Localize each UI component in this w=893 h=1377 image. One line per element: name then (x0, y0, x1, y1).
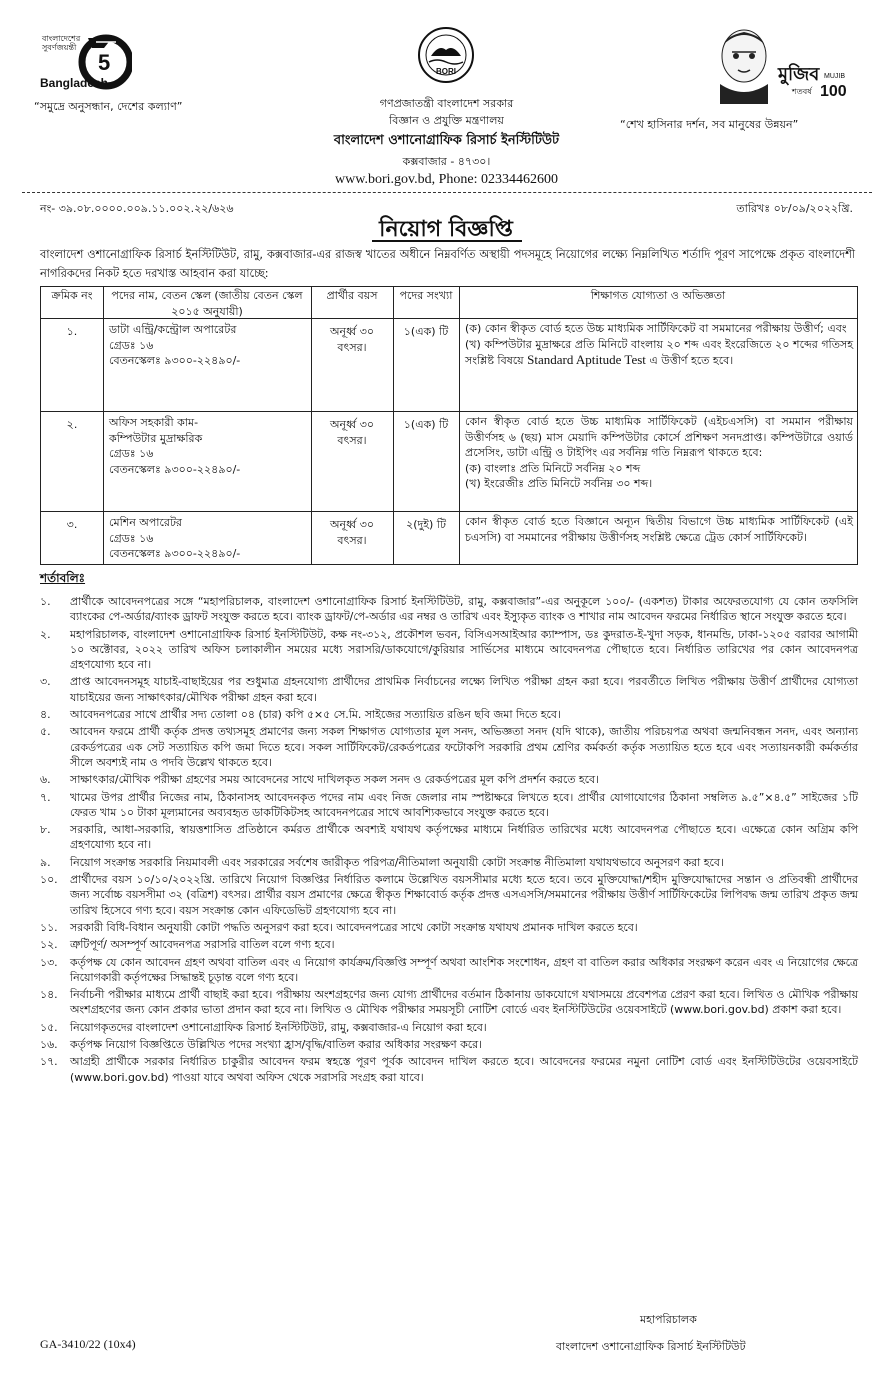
circular-date: তারিখঃ ০৮/০৯/২০২২খ্রি. (736, 202, 853, 215)
header-divider (22, 192, 872, 193)
row2-count: ১(এক) টি (403, 418, 449, 431)
left-slogan: “সমুদ্রে অনুসন্ধান, দেশের কল্যাণ” (34, 100, 183, 113)
intro-paragraph: বাংলাদেশ ওশানোগ্রাফিক রিসার্চ ইনস্টিটিউট, রামু, কক্সবাজার-এর রাজস্ব খাতের অধীনে নিম্নবর্ণিত অস্থায়ী পদসমূহে নিয়োগের লক্ষ্যে নিম্নলিখিত শর্তাদি পূরণ সাপেক্ষে প্রকৃত বাংলাদেশী নাগরিকদের নিকট হতে দরখাস্ত আহবান করা যাচ্ছে: (40, 248, 855, 280)
logo-small-text: বাংলাদেশের সুবর্ণজয়ন্তী (42, 34, 81, 52)
condition-item: ১৬. কর্তৃপক্ষ নিয়োগ বিজ্ঞপ্তিতে উল্লিখিত পদের সংখ্যা হ্রাস/বৃদ্ধি/বাতিল করার অধিকার সংরক্ষণ করে। (40, 1038, 482, 1052)
header-count: পদের সংখ্যা (399, 289, 453, 302)
govt-line: গণপ্রজাতন্ত্রী বাংলাদেশ সরকার (379, 97, 514, 110)
row3-post: মেশিন অপারেটর গ্রেডঃ ১৬ বেতনস্কেলঃ ৯৩০০-২২৪৯০/- (109, 516, 241, 560)
row1-age: অনূর্ধ্ব ৩০ বৎসর। (329, 325, 375, 354)
condition-item: ৮. সরকারি, আধা-সরকারি, স্বায়ত্তশাসিত প্রতিষ্ঠানে কর্মরত প্রার্থীকে অবশ্যই যথাযথ কর্তৃপক্ষের মাধ্যমে নির্ধারিত তারিখের মধ্যে আবেদনপত্র পৌছাতে হবে। এক্ষেত্রে কোন অগ্রিম কপি গ্রহণযোগ্য হবে না। (40, 823, 858, 852)
row1-count: ১(এক) টি (403, 325, 449, 338)
svg-text:5: 5 (98, 50, 111, 75)
bori-logo-icon (417, 26, 475, 84)
condition-item: ৪. আবেদনপত্রের সাথে প্রার্থীর সদ্য তোলা ০৪ (চার) কপি ৫×৫ সে.মি. সাইজের সত্যায়িত রঙিন ছবি জমা দিতে হবে। (40, 708, 561, 722)
ministry-line: বিজ্ঞান ও প্রযুক্তি মন্ত্রণালয় (389, 114, 504, 127)
header-age: প্রার্থীর বয়স (326, 289, 378, 302)
logo-bangladesh-word: Bangladesh (40, 76, 109, 90)
row2-serial: ২. (66, 418, 78, 431)
condition-item: ১. প্রার্থীকে আবেদনপত্রের সঙ্গে “মহাপরিচালক, বাংলাদেশ ওশানোগ্রাফিক রিসার্চ ইনস্টিটিউট, রামু, কক্সবাজার”-এর অনুকূলে ১০০/- (একশত) টাকার অফেরতযোগ্য যে কোন তফসিলি ব্যাংকের পে-অর্ডার/ব্যাংক ড্রাফট সংযুক্ত করতে হবে। ব্যাংক ড্রাফট/পে-অর্ডার এর নম্বর ও তারিখ এবং ইস্যুকৃত ব্যাংক ও শাখার নাম আবেদন ফরমের নির্ধারিত স্থানে সংযুক্ত করতে হবে। (40, 595, 858, 624)
conditions-list (40, 594, 858, 1087)
row1-serial: ১. (66, 325, 78, 338)
condition-item: ১২. ত্রুটিপূর্ণ/ অসম্পূর্ণ আবেদনপত্র সরাসরি বাতিল বলে গণ্য হবে। (40, 938, 335, 952)
institute-address: কক্সবাজার - ৪৭৩০। (402, 155, 491, 168)
row2-post: অফিস সহকারী কাম- কম্পিউটার মুদ্রাক্ষরিক গ্রেডঃ ১৬ বেতনস্কেলঃ ৯৩০০-২২৪৯০/- (109, 416, 241, 476)
row2-age: অনূর্ধ্ব ৩০ বৎসর। (329, 418, 375, 447)
condition-item: ১৩. কর্তৃপক্ষ যে কোন আবেদন গ্রহণ অথবা বাতিল এবং এ নিয়োগ কার্যক্রম/বিজ্ঞপ্তি সম্পূর্ণ অথবা আংশিক সংশোধন, গ্রহণ বা বাতিল করার অধিকার সংরক্ষণ করেন এবং এ নিয়োগের ক্ষেত্রে নিয়োগকারী কর্তৃপক্ষের সিদ্ধান্তই চূড়ান্ত বলে গণ্য হবে। (40, 955, 858, 984)
header-post: পদের নাম, বেতন স্কেল (জাতীয় বেতন স্কেল ২০১৫ অনুযায়ী) (111, 289, 303, 318)
row2-qualification: কোন স্বীকৃত বোর্ড হতে উচ্চ মাধ্যমিক সার্টিফিকেট (এইচএসসি) বা সমমান পরীক্ষায় উত্তীর্ণসহ ৬ (ছয়) মাস মেয়াদি কম্পিউটার কোর্সে প্রশিক্ষণ সনদপ্রাপ্ত। কম্পিউটারে ওয়ার্ড প্রসেসিং, ডাটা এন্ট্রি ও টাইপিং এর সর্বনিম্ন গতি নিম্নরূপ থাকতে হবে: (ক) বাংলাঃ প্রতি মিনিটে সর্বনিম্ন ২০ শব্দ (খ) ইংরেজীঃ প্রতি মিনিটে সর্বনিম্ন ৩০ শব্দ। (465, 415, 853, 490)
signatory-org: বাংলাদেশ ওশানোগ্রাফিক রিসার্চ ইনস্টিটিউট (556, 1340, 746, 1353)
mujib-100-logo (702, 22, 852, 104)
signatory-title: মহাপরিচালক (640, 1313, 697, 1326)
condition-item: ৭. খামের উপর প্রার্থীর নিজের নাম, ঠিকানাসহ আবেদনকৃত পদের নাম এবং নিজ জেলার নাম স্পষ্টাক্ষরে লিখতে হবে। প্রার্থীর যোগাযোগের ঠিকানা সম্বলিত ৯.৫”×৪.৫” সাইজের ১টি ফেরত খাম ১০ টাকা মূল্যমানের অব্যবহৃত ডাকটিকিটসহ আবেদনপত্রের সাথে আবশ্যিকভাবে সংযুক্ত করতে হবে। (40, 790, 858, 819)
mujib-sub: শতবর্ষ (792, 87, 812, 96)
condition-item: ১৫. নিয়োগকৃতদের বাংলাদেশ ওশানোগ্রাফিক রিসার্চ ইনস্টিটিউট, রামু, কক্সবাজার-এ নিয়োগ করা হবে। (40, 1020, 487, 1034)
circular-title: নিয়োগ বিজ্ঞপ্তি (379, 217, 513, 242)
institute-name: বাংলাদেশ ওশানোগ্রাফিক রিসার্চ ইনস্টিটিউট (333, 133, 560, 148)
header-qualification: শিক্ষাগত যোগ্যতা ও অভিজ্ঞতা (590, 289, 726, 302)
row1-post: ডাটা এন্ট্রি/কন্ট্রোল অপারেটর গ্রেডঃ ১৬ বেতনস্কেলঃ ৯৩০০-২২৪৯০/- (109, 323, 241, 367)
right-slogan: “শেখ হাসিনার দর্শন, সব মানুষের উন্নয়ন” (620, 118, 799, 131)
condition-item: ১৪. নির্বাচনী পরীক্ষার মাধ্যমে প্রার্থী বাছাই করা হবে। পরীক্ষায় অংশগ্রহণের জন্য যোগ্য প্রার্থীদের বর্তমান ঠিকানায় ডাকযোগে যথাসময়ে প্রবেশপত্র প্রেরণ করা হবে। লিখিত ও মৌখিক পরীক্ষায় অংশগ্রহণের জন্য কোন প্রকার ভাতা প্রদান করা হবে না। লিখিত ও মৌখিক পরীক্ষার সময়সূচী নোটিশ বোর্ডে এবং ইনস্টিটিউটের ওয়েবসাইটে (www.bori.gov.bd) প্রকাশ করা হবে। (40, 988, 858, 1017)
hundred-text: 100 (820, 83, 847, 100)
row3-count: ২(দুই) টি (406, 518, 446, 531)
row3-age: অনূর্ধ্ব ৩০ বৎসর। (329, 518, 375, 547)
condition-item: ২. মহাপরিচালক, বাংলাদেশ ওশানোগ্রাফিক রিসার্চ ইনস্টিটিউট, কক্ষ নং-৩১২, প্রকৌশল ভবন, বিসিএসআইআর ক্যাম্পাস, ডঃ কুদরাত-ই-খুদা সড়ক, ধানমন্ডি, ঢাকা-১২০৫ বরাবর আগামী ১০ অক্টোবর, ২০২২ তারিখ অফিস চলাকালীন সময়ের মধ্যে সরাসরি/ডাকযোগে/কুরিয়ার সার্ভিসের মাধ্যমে আবেদনপত্র পৌছাতে হবে। নির্ধারিত তারিখের পর কোন আবেদনপত্র গ্রহণযোগ্য হবে না। (40, 627, 858, 672)
advert-code: GA-3410/22 (10x4) (40, 1337, 136, 1351)
condition-item: ৯. নিয়োগ সংক্রান্ত সরকারি নিয়মাবলী এবং সরকারের সর্বশেষ জারীকৃত পরিপত্র/নীতিমালা অনুযায়ী কোটা সংক্রান্ত নীতিমালা যথাযথভাবে অনুসরণ করা হবে। (40, 855, 724, 869)
mujib-english: MUJIB (824, 73, 845, 80)
condition-item: ১৭. আগ্রহী প্রার্থীকে সরকার নির্ধারিত চাকুরীর আবেদন ফরম স্বহস্তে পূরণ পূর্বক আবেদন দাখিল করতে হবে। আবেদনের ফরমের নমুনা নোটিশ বোর্ড এবং ইনস্টিটিউটের ওয়েবসাইটে (www.bori.gov.bd) পাওয়া যাবে অথবা অফিস থেকে সরাসরি সংগ্রহ করা যাবে। (40, 1055, 858, 1084)
row1-qualification: (ক) কোন স্বীকৃত বোর্ড হতে উচ্চ মাধ্যমিক সার্টিফিকেট বা সমমানের পরীক্ষায় উত্তীর্ণ; এবং (খ) কম্পিউটার মুদ্রাক্ষরে প্রতি মিনিটে বাংলায় ২০ শব্দ এবং ইংরেজিতে ২০ শব্দের গতিসহ সংশ্লিষ্ট বিষয়ে Standard Aptitude Test এ উত্তীর্ণ হতে হবে। (465, 322, 853, 367)
condition-item: ৫. আবেদন ফরমে প্রার্থী কর্তৃক প্রদত্ত তথ্যসমূহ প্রমাণের জন্য সকল শিক্ষাগত যোগ্যতার মূল সনদ, অভিজ্ঞতা সনদ (যদি থাকে), জাতীয় পরিচয়পত্র অথবা জন্মনিবন্ধন সনদ, এবং অন্যান্য রেকর্ডপত্রের এক সেট সত্যায়িত কপি জমা দিতে হবে। সকল সার্টিফিকেট/রেকর্ডপত্রের ফটোকপি সরকারি প্রথম শ্রেণির কর্মকর্তা কর্তৃক সত্যায়িত হতে হবে এবং সত্যায়নকারী কর্মকর্তার সীলে অবশ্যই নাম ও পদবি উল্লেখ থাকতে হবে। (40, 725, 858, 769)
website-phone: www.bori.gov.bd, Phone: 02334462600 (335, 172, 558, 187)
condition-item: ৩. প্রাপ্ত আবেদনসমূহ যাচাই-বাছাইয়ের পর শুধুমাত্র গ্রহনযোগ্য প্রার্থীদের প্রাথমিক নির্বাচনের লক্ষ্যে লিখিত পরীক্ষা গ্রহন করা হবে। পরবর্তীতে লিখিত পরীক্ষায় উত্তীর্ণ প্রার্থীদের যোগ্যতা যাচাইয়ের জন্য সাক্ষাৎকার/মৌখিক পরীক্ষা গ্রহন করা হবে। (40, 675, 858, 704)
condition-item: ১১. সরকারী বিধি-বিধান অনুযায়ী কোটা পদ্ধতি অনুসরণ করা হবে। আবেদনপত্রের সাথে কোটা সংক্রান্ত যথাযথ প্রমানক দাখিল করতে হবে। (40, 920, 638, 934)
row3-serial: ৩. (66, 518, 78, 531)
mujib-wordmark: মুজিব (778, 64, 820, 85)
memo-number: নং- ৩৯.০৮.০০০০.০০৯.১১.০০২.২২/৬২৬ (40, 202, 234, 215)
header-serial: ক্রমিক নং (51, 289, 93, 302)
logo-text: BORI (436, 67, 456, 76)
bangladesh-50-logo (40, 28, 136, 98)
condition-item: ১০. প্রার্থীদের বয়স ১০/১০/২০২২খ্রি. তারিখে নিয়োগ বিজ্ঞপ্তির নির্ধারিত কলামে উল্লেখিত বয়সসীমার মধ্যে হতে হবে। তবে মুক্তিযোদ্ধা/শহীদ মুক্তিযোদ্ধাদের সন্তান ও প্রতিবন্ধী প্রার্থীদের জন্য সর্বোচ্চ বয়সসীমা ৩২ (বত্রিশ) বৎসর। প্রার্থীর বয়স প্রমাণের ক্ষেত্রে স্বীকৃত শিক্ষাবোর্ড কর্তৃক প্রদত্ত এসএসসি/সমমানের পরীক্ষায় উত্তীর্ণ সার্টিফিকেটের লিপিবদ্ধ জন্ম তারিখ প্রকৃত জন্ম তারিখ হিসেবে গণ্য হবে। বয়স সংক্রান্ত কোন এফিডেভিট গ্রহণযোগ্য হবে না। (40, 873, 858, 917)
vacancy-table (40, 286, 858, 565)
conditions-heading: শর্তাবলিঃ (40, 571, 86, 585)
title-underline (372, 240, 522, 242)
row3-qualification: কোন স্বীকৃত বোর্ড হতে বিজ্ঞানে অন্যূন দ্বিতীয় বিভাগে উচ্চ মাধ্যমিক সার্টিফিকেট (এই চএসসি) বা সমমানের পরীক্ষায় উত্তীর্ণসহ সংশ্লিষ্ট ক্ষেত্রে ট্রেড কোর্স সার্টিফিকেট। (465, 515, 853, 544)
condition-item: ৬. সাক্ষাৎকার/মৌখিক পরীক্ষা গ্রহণের সময় আবেদনের সাথে দাখিলকৃত সকল সনদ ও রেকর্ডপত্রের মূল কপি প্রদর্শন করতে হবে। (40, 773, 599, 787)
